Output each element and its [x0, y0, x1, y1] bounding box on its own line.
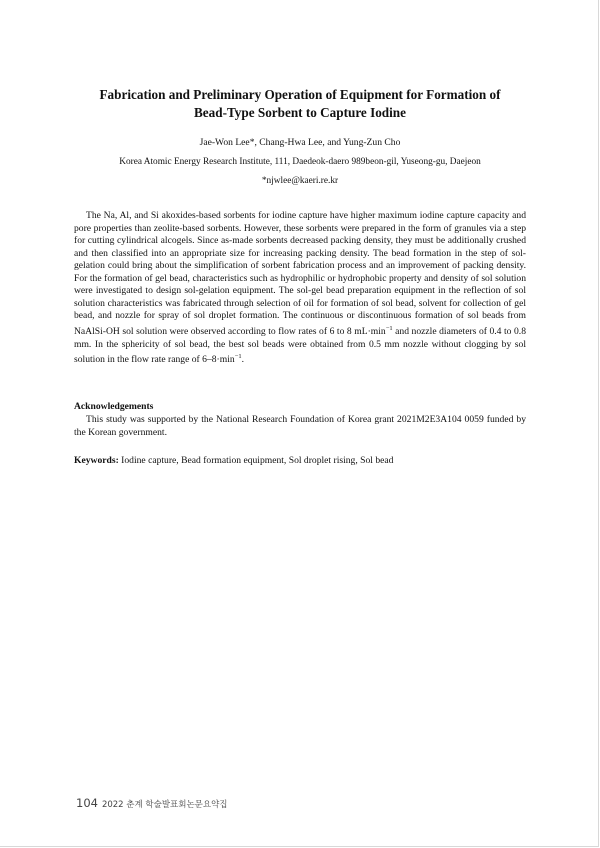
journal-name: 2022 춘계 학술발표회논문요약집 — [101, 800, 228, 810]
page-footer — [76, 792, 228, 811]
title-line-2: Bead-Type Sorbent to Capture Iodine — [194, 105, 406, 120]
page-number: 104 — [76, 796, 98, 810]
paper-title — [60, 86, 540, 122]
abstract-superscript-2: −1 — [234, 353, 242, 361]
abstract-text-3: . — [241, 354, 244, 366]
acknowledgements-text: This study was supported by the National Research Foundation of Korea grant 2021M2E3A104 0059 funded by the Korean government. — [74, 414, 526, 438]
keywords — [74, 455, 526, 467]
keywords-text: Iodine capture, Bead formation equipment, Sol droplet rising, Sol bead — [118, 455, 394, 466]
corresponding-email: *njwlee@kaeri.re.kr — [261, 176, 339, 186]
abstract-paragraph — [74, 210, 526, 367]
abstract-superscript-1: −1 — [385, 324, 393, 332]
keywords-label: Keywords: — [74, 455, 119, 466]
affiliation: Korea Atomic Energy Research Institute, 111, Daedeok-daero 989beon-gil, Yuseong-gu, Daejeon — [119, 157, 481, 167]
title-line-1: Fabrication and Preliminary Operation of Equipment for Formation of — [99, 87, 501, 102]
authors: Jae-Won Lee*, Chang-Hwa Lee, and Yung-Zun Cho — [199, 137, 401, 148]
acknowledgements-heading: Acknowledgements — [74, 401, 154, 412]
abstract-text-1: The Na, Al, and Si akoxides-based sorbents for iodine capture have higher maximum iodine capture capacity and pore properties than zeolite-based sorbents. However, these sorbents were prepared in the form of granules via a step for cutting cylindrical alcogels. Since as-made sorbents decreased packing density, they must be additionally crushed and then classified into an appropriate size for increasing packing density. The bead formation in the step of sol-gelation could bring about the simplification of sorbent fabrication process and an improvement of packing density. For the formation of gel bead, characteristics such as hydrophilic or hydrophobic property and density of sol solution were investigated to design sol-gelation equipment. The sol-gel bead preparation equipment in the reflection of sol solution characteristics was fabricated through selection of oil for formation of sol bead, solvent for collection of gel bead, and nozzle for spray of sol droplet formation. The continuous or discontinuous formation of sol beads from NaAlSi-OH sol solution were observed according to flow rates of 6 to 8 mL·min — [74, 210, 526, 338]
abstract-text-2: and nozzle diameters of 0.4 to 0.8 mm. In the sphericity of sol bead, the best sol beads were obtained from 0.5 mm nozzle without clogging by sol solution in the flow rate range of 6–8·min — [74, 326, 526, 366]
